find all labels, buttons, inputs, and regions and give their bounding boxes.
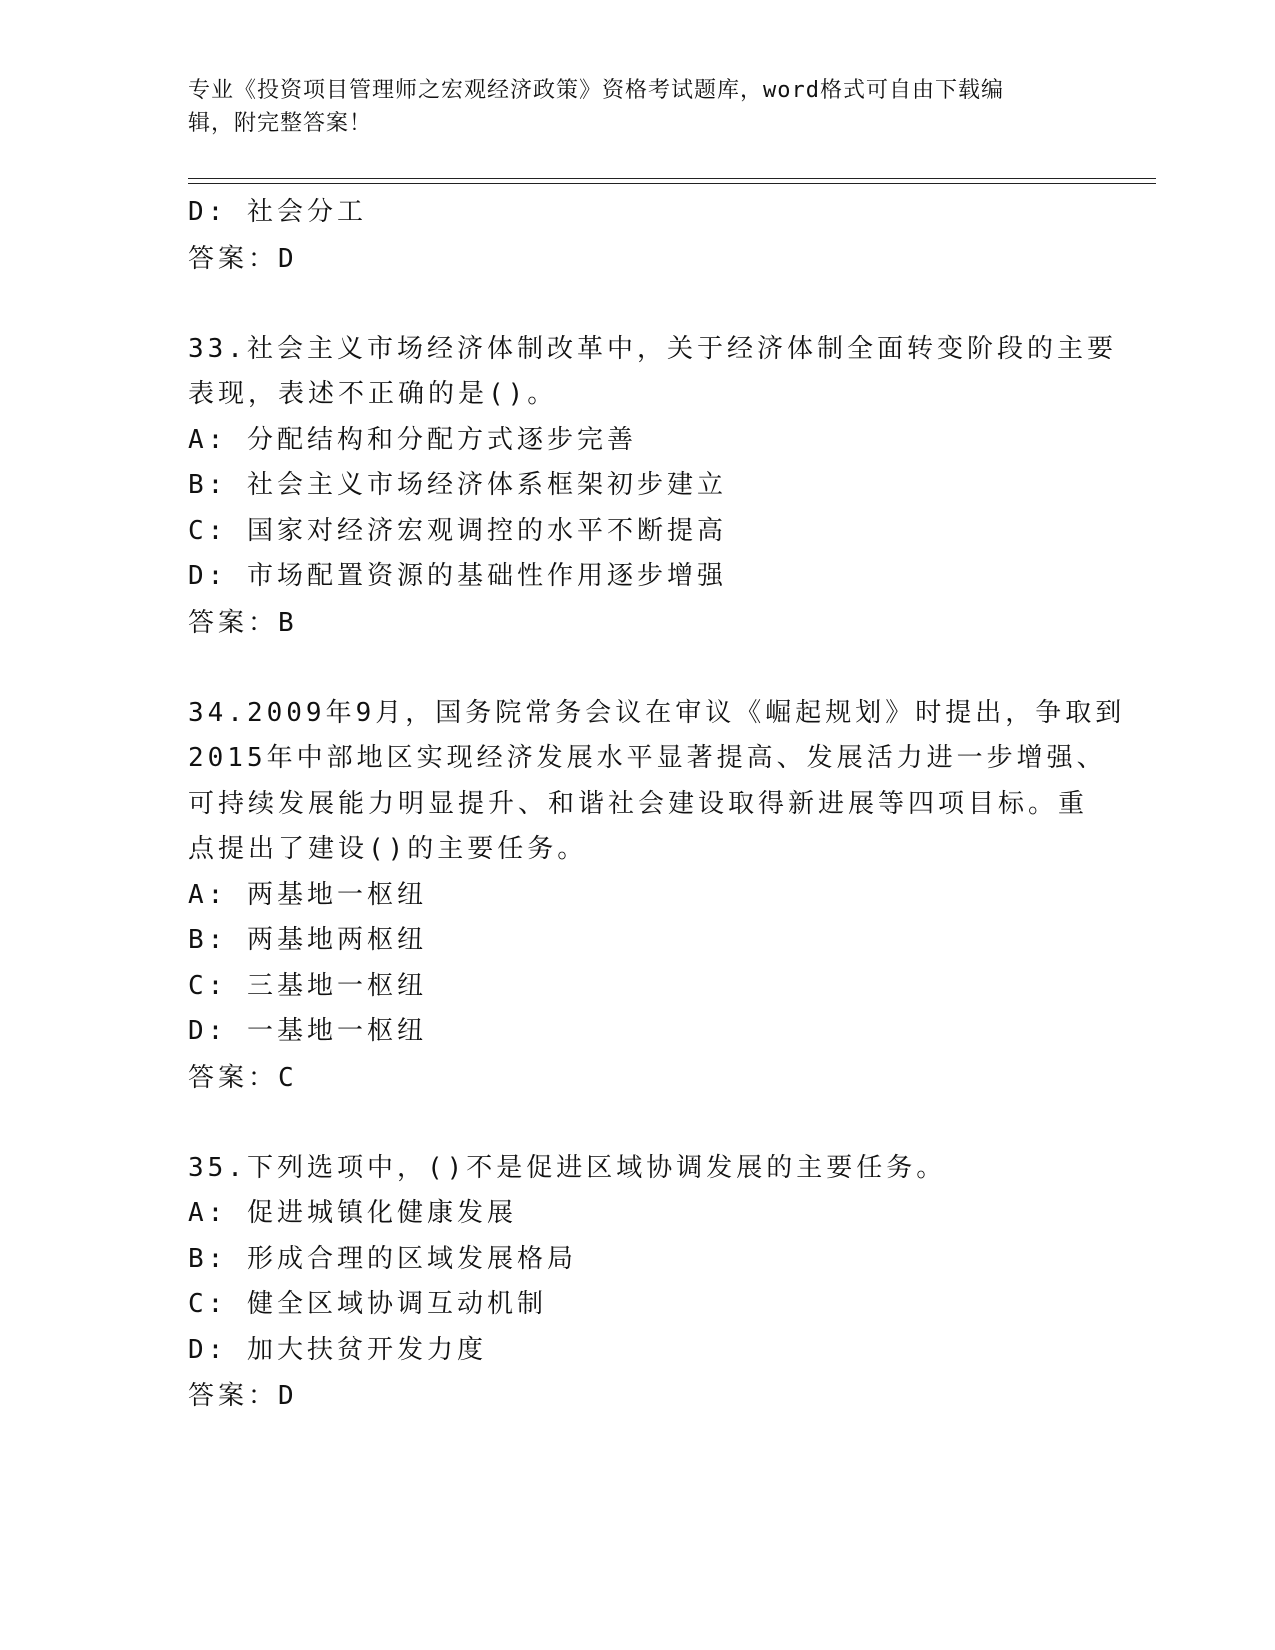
stem-line: 表现，表述不正确的是()。 <box>188 379 558 409</box>
option-a: A: 促进城镇化健康发展 <box>188 1198 517 1228</box>
option-b: B: 社会主义市场经济体系框架初步建立 <box>188 470 727 500</box>
document-header <box>188 74 1068 140</box>
answer-line: 答案：B <box>188 607 298 638</box>
carryover-block <box>188 190 1088 283</box>
option-d: D: 社会分工 <box>188 197 367 227</box>
answer-line: 答案：C <box>188 1062 298 1093</box>
stem-line: 33.社会主义市场经济体制改革中，关于经济体制全面转变阶段的主要 <box>188 333 1117 364</box>
option-d: D: 市场配置资源的基础性作用逐步增强 <box>188 561 727 591</box>
stem-line: 2015年中部地区实现经济发展水平显著提高、发展活力进一步增强、 <box>188 743 1107 773</box>
header-divider-bottom <box>188 183 1156 184</box>
spacer <box>188 647 1088 691</box>
spacer <box>188 283 1088 327</box>
option-b: B: 两基地两枢纽 <box>188 925 427 955</box>
spacer <box>188 1102 1088 1146</box>
question-35 <box>188 1146 1088 1421</box>
header-divider-top <box>188 178 1156 179</box>
stem-line: 35.下列选项中，()不是促进区域协调发展的主要任务。 <box>188 1152 947 1183</box>
answer-line: 答案：D <box>188 243 298 274</box>
option-c: C: 健全区域协调互动机制 <box>188 1289 547 1319</box>
answer-line: 答案：D <box>188 1381 298 1411</box>
stem-line: 可持续发展能力明显提升、和谐社会建设取得新进展等四项目标。重 <box>188 788 1089 819</box>
question-stem <box>188 1146 1088 1192</box>
question-list <box>188 190 1126 1420</box>
option-d: D: 加大扶贫开发力度 <box>188 1334 487 1365</box>
header-line-1: 专业《投资项目管理师之宏观经济政策》资格考试题库，word格式可自由下载编 <box>188 78 1004 103</box>
question-33 <box>188 327 1117 647</box>
option-d: D: 一基地一枢纽 <box>188 1016 427 1046</box>
option-a: A: 两基地一枢纽 <box>188 879 427 910</box>
question-34 <box>188 691 1126 1102</box>
option-a: A: 分配结构和分配方式逐步完善 <box>188 424 637 455</box>
stem-line: 点提出了建设()的主要任务。 <box>188 834 588 864</box>
stem-line: 34.2009年9月，国务院常务会议在审议《崛起规划》时提出，争取到 <box>188 697 1126 728</box>
option-b: B: 形成合理的区域发展格局 <box>188 1243 577 1274</box>
option-c: C: 三基地一枢纽 <box>188 970 427 1001</box>
option-c: C: 国家对经济宏观调控的水平不断提高 <box>188 515 727 546</box>
header-line-2: 辑，附完整答案！ <box>188 111 373 136</box>
question-stem <box>188 691 1126 873</box>
question-stem <box>188 327 1117 418</box>
